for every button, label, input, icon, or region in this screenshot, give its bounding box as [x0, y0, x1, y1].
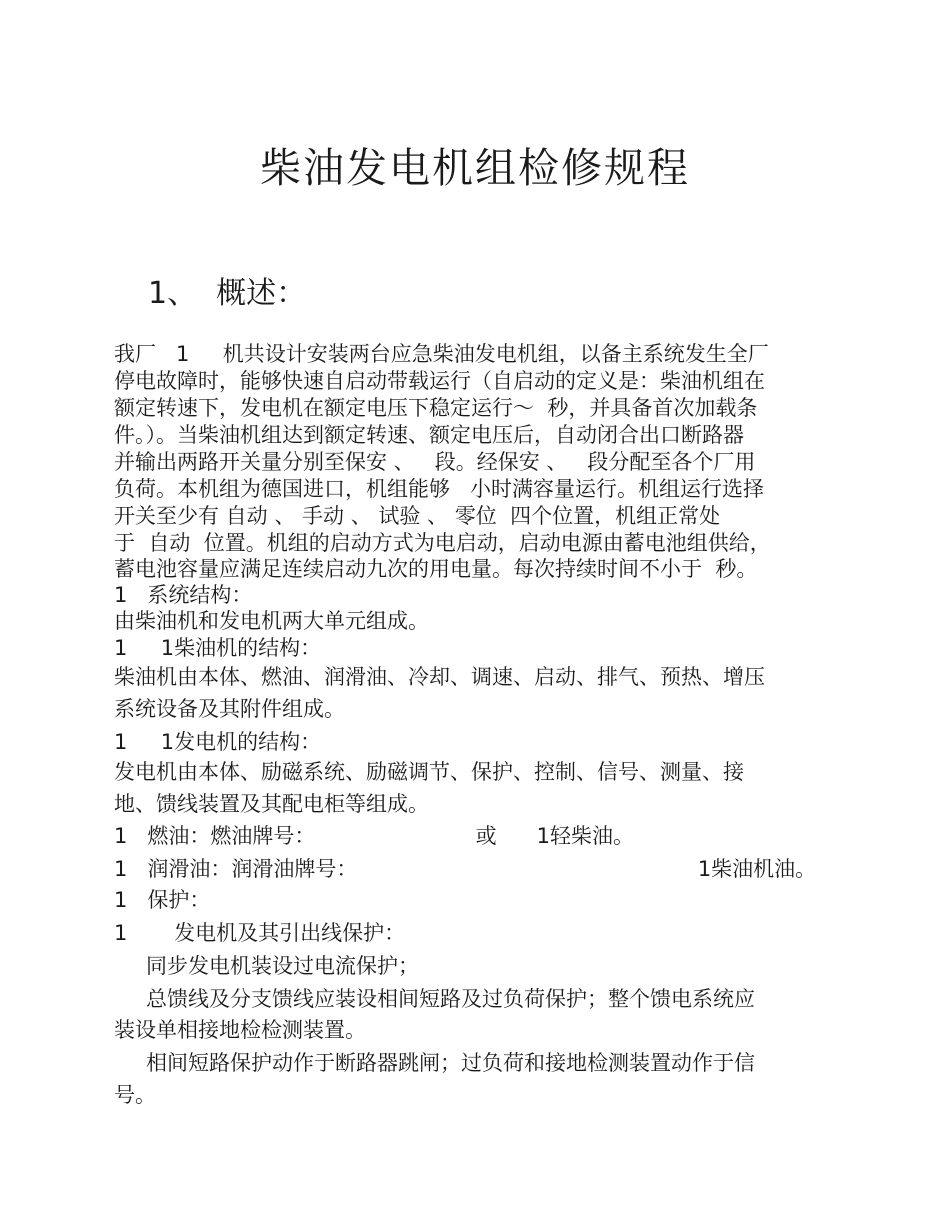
paragraph-line: 件。）。当柴油机组达到额定转速、额定电压后，自动闭合出口断路器 — [114, 423, 744, 447]
paragraph-line: 负荷。本机组为德国进口，机组能够 小时满容量运行。机组运行选择 — [114, 477, 765, 501]
paragraph-line: 蓄电池容量应满足连续启动九次的用电量。每次持续时间不小于 秒。 — [114, 557, 758, 581]
paragraph-line: 停电故障时，能够快速自启动带载运行（自启动的定义是：柴油机组在 — [114, 369, 765, 393]
paragraph-line: 开关至少有 自动 、 手动 、 试验 、 零位 四个位置，机组正常处 — [114, 504, 721, 528]
subheading-generator-protection: 1 发电机及其引出线保护： — [114, 921, 406, 945]
paragraph-line: 同步发电机装设过电流保护； — [146, 954, 419, 978]
paragraph-line: 发电机由本体、励磁系统、励磁调节、保护、控制、信号、测量、接 — [114, 760, 744, 784]
paragraph-line: 并输出两路开关量分别至保安 、 段。经保安 、 段分配至各个厂用 — [114, 450, 756, 474]
paragraph-line: 总馈线及分支馈线应装设相间短路及过负荷保护；整个馈电系统应 — [146, 987, 755, 1011]
lube-oil-line: 1 润滑油：润滑油牌号： 1柴油机油。 — [114, 857, 817, 881]
paragraph-line: 号。 — [114, 1083, 156, 1107]
subheading-generator-structure: 1 1发电机的结构： — [114, 730, 322, 754]
subheading-diesel-structure: 1 1柴油机的结构： — [114, 636, 322, 660]
paragraph-line: 装设单相接地检检测装置。 — [114, 1018, 366, 1042]
paragraph-line: 于 自动 位置。机组的启动方式为电启动，启动电源由蓄电池组供给， — [114, 531, 771, 555]
paragraph-line: 额定转速下，发电机在额定电压下稳定运行～ 秒，并具备首次加载条 — [114, 396, 758, 420]
paragraph-line: 由柴油机和发电机两大单元组成。 — [114, 609, 429, 633]
paragraph-line: 柴油机由本体、燃油、润滑油、冷却、调速、启动、排气、预热、增压 — [114, 665, 765, 689]
paragraph-line: 我厂 1 机共设计安装两台应急柴油发电机组，以备主系统发生全厂 — [114, 342, 769, 366]
subheading-system-structure: 1 系统结构： — [114, 583, 253, 607]
paragraph-line: 地、馈线装置及其配电柜等组成。 — [114, 792, 429, 816]
fuel-line: 1 燃油：燃油牌号： 或 1轻柴油。 — [114, 824, 635, 848]
subheading-protection: 1 保护： — [114, 888, 211, 912]
paragraph-line: 系统设备及其附件组成。 — [114, 697, 345, 721]
page-title: 柴油发电机组检修规程 — [260, 144, 690, 192]
section-heading-overview: 1、 概述： — [148, 276, 307, 311]
paragraph-line: 相间短路保护动作于断路器跳闸；过负荷和接地检测装置动作于信 — [146, 1051, 755, 1075]
